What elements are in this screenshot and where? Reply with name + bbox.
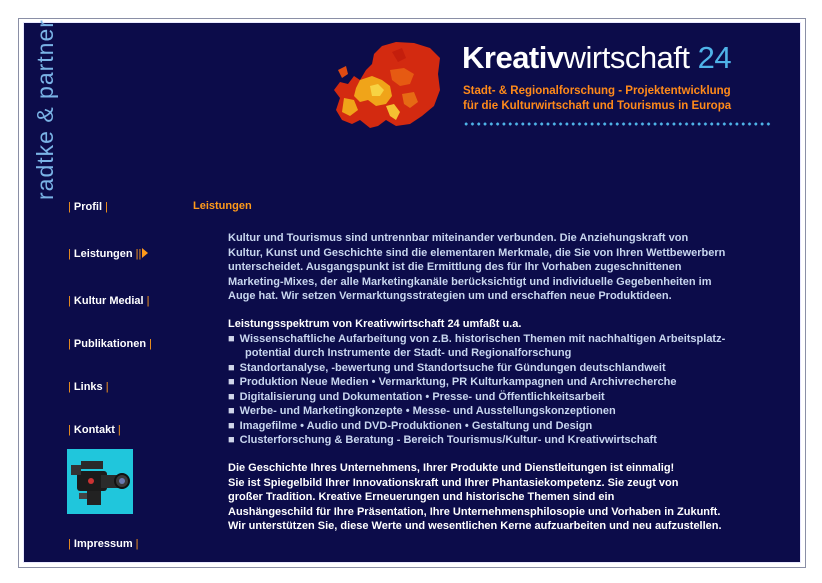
intro-line: Auge hat. Wir setzen Vermarktungsstrategien um und erschaffen neue Produktideen.: [228, 290, 672, 302]
closing-line: Die Geschichte Ihres Unternehmens, Ihrer Produkte und Dienstleitungen ist einmalig!: [228, 462, 675, 474]
nav-item-impressum[interactable]: | Impressum |: [68, 538, 139, 550]
closing-line: großer Tradition. Kreative Erneuerungen und historische Themen sind ein: [228, 491, 615, 503]
video-camera-image[interactable]: [67, 449, 133, 514]
closing-line: Aushängeschild für Ihre Präsentation, Ihre Unternehmensphilosopie und Vorhaben in Zukunft.: [228, 505, 721, 518]
nav-item-kontakt[interactable]: | Kontakt |: [68, 424, 121, 436]
list-item: ■ Wissenschaftliche Aufarbeitung von z.B. historischen Themen mit nachhaltigen Arbeitsplatz- potential durch Instrumente der Stadt- und Regionalforschung: [228, 332, 726, 359]
logo-title-bold: Kreativ: [462, 40, 564, 75]
europe-map-icon: [330, 40, 442, 132]
nav-item-profil[interactable]: | Profil |: [68, 201, 108, 213]
list-item: ■ Werbe- und Marketingkonzepte • Messe- und Ausstellungskonzeptionen: [228, 405, 616, 417]
nav-item-leistungen[interactable]: | Leistungen ||: [68, 248, 148, 260]
list-item: ■ Standortanalyse, -bewertung und Standortsuche für Gündungen deutschlandweit: [228, 361, 666, 374]
nav-item-kultur-medial[interactable]: | Kultur Medial |: [68, 295, 150, 307]
intro-line: Kultur und Tourismus sind untrennbar miteinander verbunden. Die Anziehungskraft von: [228, 232, 689, 244]
list-item: ■ Digitalisierung und Dokumentation • Presse- und Öffentlichkeitsarbeit: [228, 390, 605, 403]
closing-paragraph: [228, 461, 788, 534]
nav-label: Kultur Medial: [73, 295, 144, 307]
nav-label: Links: [73, 381, 103, 393]
closing-line: Sie ist Spiegelbild Ihrer Innovationskraft und Ihrer Phantasiekompetenz. Sie zeugt von: [228, 476, 679, 489]
nav-item-publikationen[interactable]: | Publikationen |: [68, 338, 152, 350]
nav-item-links[interactable]: | Links |: [68, 381, 109, 393]
logo-title-number: 24: [697, 40, 732, 75]
intro-line: Kultur, Kunst und Geschichte sind die elementaren Merkmale, die Sie von Ihren Wettbewerbern: [228, 246, 726, 259]
nav-label: Publikationen: [73, 338, 147, 350]
arrow-right-icon: [142, 248, 148, 258]
list-item: ■ Imagefilme • Audio und DVD-Produktionen • Gestaltung und Design: [228, 419, 593, 432]
logo-subtitle-line2: für die Kulturwirtschaft und Tourismus in Europa: [463, 100, 732, 112]
section-title: Leistungen: [193, 200, 252, 212]
brand-vertical-text: radtke & partner: [32, 19, 58, 200]
nav-label: Kontakt: [73, 424, 115, 436]
list-item: ■ Clusterforschung & Beratung - Bereich Tourismus/Kultur- und Kreativwirtschaft: [228, 434, 657, 446]
nav-label: Impressum: [73, 538, 133, 550]
intro-paragraph: [228, 231, 788, 304]
spectrum-list: [228, 317, 788, 448]
video-camera-icon: [67, 449, 133, 514]
list-item: ■ Produktion Neue Medien • Vermarktung, PR Kulturkampagnen und Archivrecherche: [228, 376, 677, 388]
intro-line: Marketing-Mixes, der alle Marketingkanäle berücksichtigt und individuelle Gegebenheiten im: [228, 275, 712, 288]
spectrum-heading: Leistungsspektrum von Kreativwirtschaft 24 umfaßt u.a.: [228, 318, 522, 330]
dotted-divider: [463, 122, 773, 126]
nav-label: Leistungen: [73, 248, 133, 260]
intro-line: unterscheidet. Ausgangspunkt ist die Ermittlung des für Ihr Vorhaben zugeschnittenen: [228, 261, 682, 273]
closing-line: Wir unterstützen Sie, diese Werte und wesentlichen Kerne aufzuarbeiten und neu aufzustellen.: [228, 520, 722, 532]
logo-subtitle-line1: Stadt- & Regionalforschung - Projektentwicklung: [463, 85, 731, 97]
logo-title-rest: wirtschaft: [563, 40, 690, 75]
site-logo-title[interactable]: [462, 40, 731, 76]
nav-label: Profil: [73, 201, 103, 213]
